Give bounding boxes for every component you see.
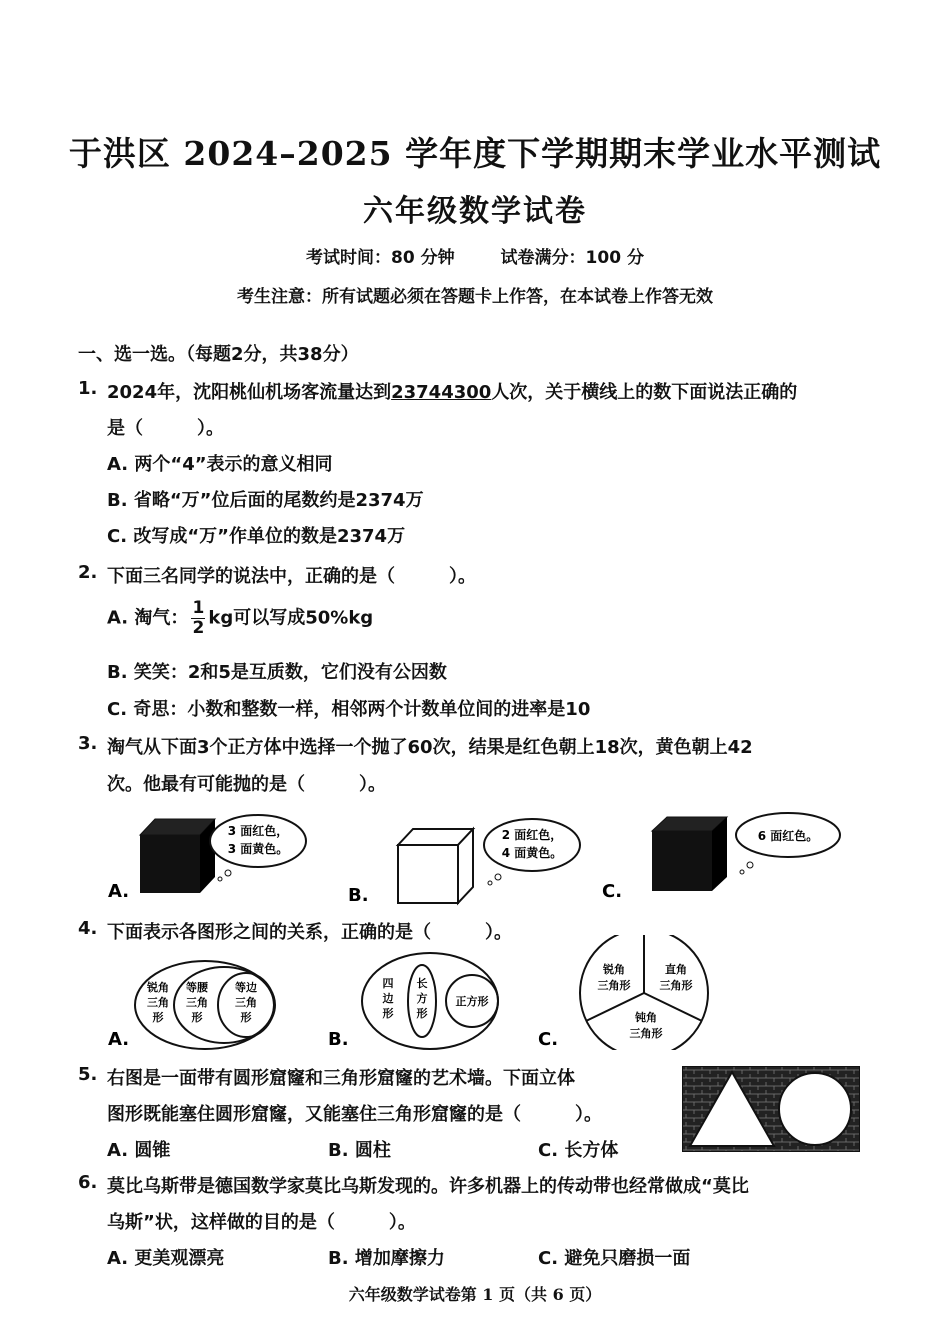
circle-hole: [779, 1073, 851, 1145]
exam-title: 于洪区 2024–2025 学年度下学期期末学业水平测试: [68, 134, 882, 173]
svg-text:形: 形: [382, 1007, 394, 1020]
svg-text:三角: 三角: [147, 996, 169, 1009]
svg-text:三角: 三角: [186, 996, 208, 1009]
bubble-b-line2: 4 面黄色。: [501, 846, 563, 860]
diagram-b: [362, 953, 498, 1049]
q3-number: 3.: [78, 733, 98, 754]
fraction: $\frac{1}{2}$: [192, 598, 205, 638]
svg-text:形: 形: [240, 1011, 252, 1024]
q6-option-a: A. 更美观漂亮: [107, 1248, 225, 1269]
q3-label-a: A.: [108, 881, 130, 902]
svg-text:锐角: 锐角: [147, 981, 169, 994]
q6-option-c: C. 避免只磨损一面: [538, 1248, 691, 1269]
q2-option-b: B. 笑笑：2和5是互质数，它们没有公因数: [107, 662, 447, 683]
svg-text:形: 形: [152, 1011, 164, 1024]
q4-label-a: A.: [108, 1029, 130, 1050]
q5-option-a: A. 圆锥: [107, 1140, 171, 1161]
q4-number: 4.: [78, 918, 98, 939]
q3-cubes-figure: [100, 805, 860, 910]
bubble-b-line1: 2 面红色，: [501, 828, 563, 842]
q5-line1: 右图是一面带有圆形窟窿和三角形窟窿的艺术墙。下面立体: [107, 1068, 575, 1089]
svg-text:三角形: 三角形: [597, 979, 631, 992]
q3-label-b: B.: [348, 885, 369, 906]
svg-text:锐角: 锐角: [603, 963, 625, 976]
q2-stem: 下面三名同学的说法中，正确的是（ ）。: [107, 566, 476, 587]
q4-stem: 下面表示各图形之间的关系，正确的是（ ）。: [107, 922, 512, 943]
exam-meta: [0, 243, 950, 268]
q1-number: 1.: [78, 378, 98, 399]
cube-a: [140, 819, 215, 893]
q5-line2: 图形既能塞住圆形窟窿，又能塞住三角形窟窿的是（ ）。: [107, 1104, 602, 1125]
svg-text:钝角: 钝角: [635, 1011, 657, 1024]
q1-line2: 是（ ）。: [107, 418, 224, 439]
q6-line1: 莫比乌斯带是德国数学家莫比乌斯发现的。许多机器上的传动带也经常做成“莫比: [107, 1176, 749, 1197]
q1-line1: 2024年，沈阳桃仙机场客流量达到23744300人次，关于横线上的数下面说法正确的: [107, 382, 798, 403]
svg-text:形: 形: [416, 1007, 428, 1020]
svg-text:形: 形: [191, 1011, 203, 1024]
svg-text:等腰: 等腰: [186, 981, 208, 994]
section-heading: 一、选一选。（每题2分，共38分）: [78, 344, 359, 365]
svg-text:四: 四: [382, 977, 394, 990]
svg-text:方: 方: [416, 992, 428, 1005]
q1-option-a: A. 两个“4”表示的意义相同: [107, 454, 333, 475]
q2-option-c: C. 奇思：小数和整数一样，相邻两个计数单位间的进率是10: [107, 699, 591, 720]
cube-c: [652, 817, 727, 891]
exam-score: 试卷满分：100 分: [500, 248, 644, 268]
q6-option-b: B. 增加摩擦力: [328, 1248, 445, 1269]
exam-notice: 考生注意：所有试题必须在答题卡上作答，在本试卷上作答无效: [237, 287, 713, 307]
bubble-a-line1: 3 面红色，: [227, 824, 289, 838]
q3-line1: 淘气从下面3个正方体中选择一个抛了60次，结果是红色朝上18次，黄色朝上42: [107, 737, 753, 758]
svg-text:直角: 直角: [665, 963, 687, 976]
svg-text:长: 长: [416, 977, 428, 990]
svg-text:三角形: 三角形: [629, 1027, 663, 1040]
thought-bubble-b: [484, 819, 580, 885]
svg-text:三角形: 三角形: [659, 979, 693, 992]
q2-option-a: A. 淘气： $\frac{1}{2}$ kg可以写成50%kg: [107, 598, 374, 638]
q2-number: 2.: [78, 562, 98, 583]
bubble-a-line2: 3 面黄色。: [227, 842, 289, 856]
q1-option-c: C. 改写成“万”作单位的数是2374万: [107, 526, 406, 547]
q5-number: 5.: [78, 1064, 98, 1085]
q5-option-c: C. 长方体: [538, 1140, 619, 1161]
thought-bubble-c: [736, 813, 840, 874]
diagram-a: [135, 961, 275, 1049]
page-footer: 六年级数学试卷第 1 页（共 6 页）: [348, 1285, 602, 1304]
svg-text:正方形: 正方形: [455, 995, 489, 1008]
q4-label-b: B.: [328, 1029, 349, 1050]
q3-line2: 次。他最有可能抛的是（ ）。: [107, 774, 386, 795]
q1-option-b: B. 省略“万”位后面的尾数约是2374万: [107, 490, 424, 511]
exam-subtitle: 六年级数学试卷: [363, 194, 587, 229]
exam-time: 考试时间：80 分钟: [306, 248, 455, 268]
svg-text:三角: 三角: [235, 996, 257, 1009]
q3-label-c: C.: [602, 881, 623, 902]
q5-option-b: B. 圆柱: [328, 1140, 391, 1161]
svg-text:等边: 等边: [235, 981, 257, 994]
q6-number: 6.: [78, 1172, 98, 1193]
q4-diagrams-figure: [100, 935, 740, 1050]
svg-text:边: 边: [382, 992, 394, 1005]
cube-b: [398, 829, 473, 903]
bubble-c-text: 6 面红色。: [757, 829, 819, 843]
q6-line2: 乌斯”状，这样做的目的是（ ）。: [107, 1212, 416, 1233]
q1-underlined-number: 23744300: [391, 382, 492, 403]
art-wall-figure: [682, 1066, 860, 1152]
q4-label-c: C.: [538, 1029, 559, 1050]
diagram-c: [580, 935, 708, 1050]
thought-bubble-a: [210, 815, 306, 881]
